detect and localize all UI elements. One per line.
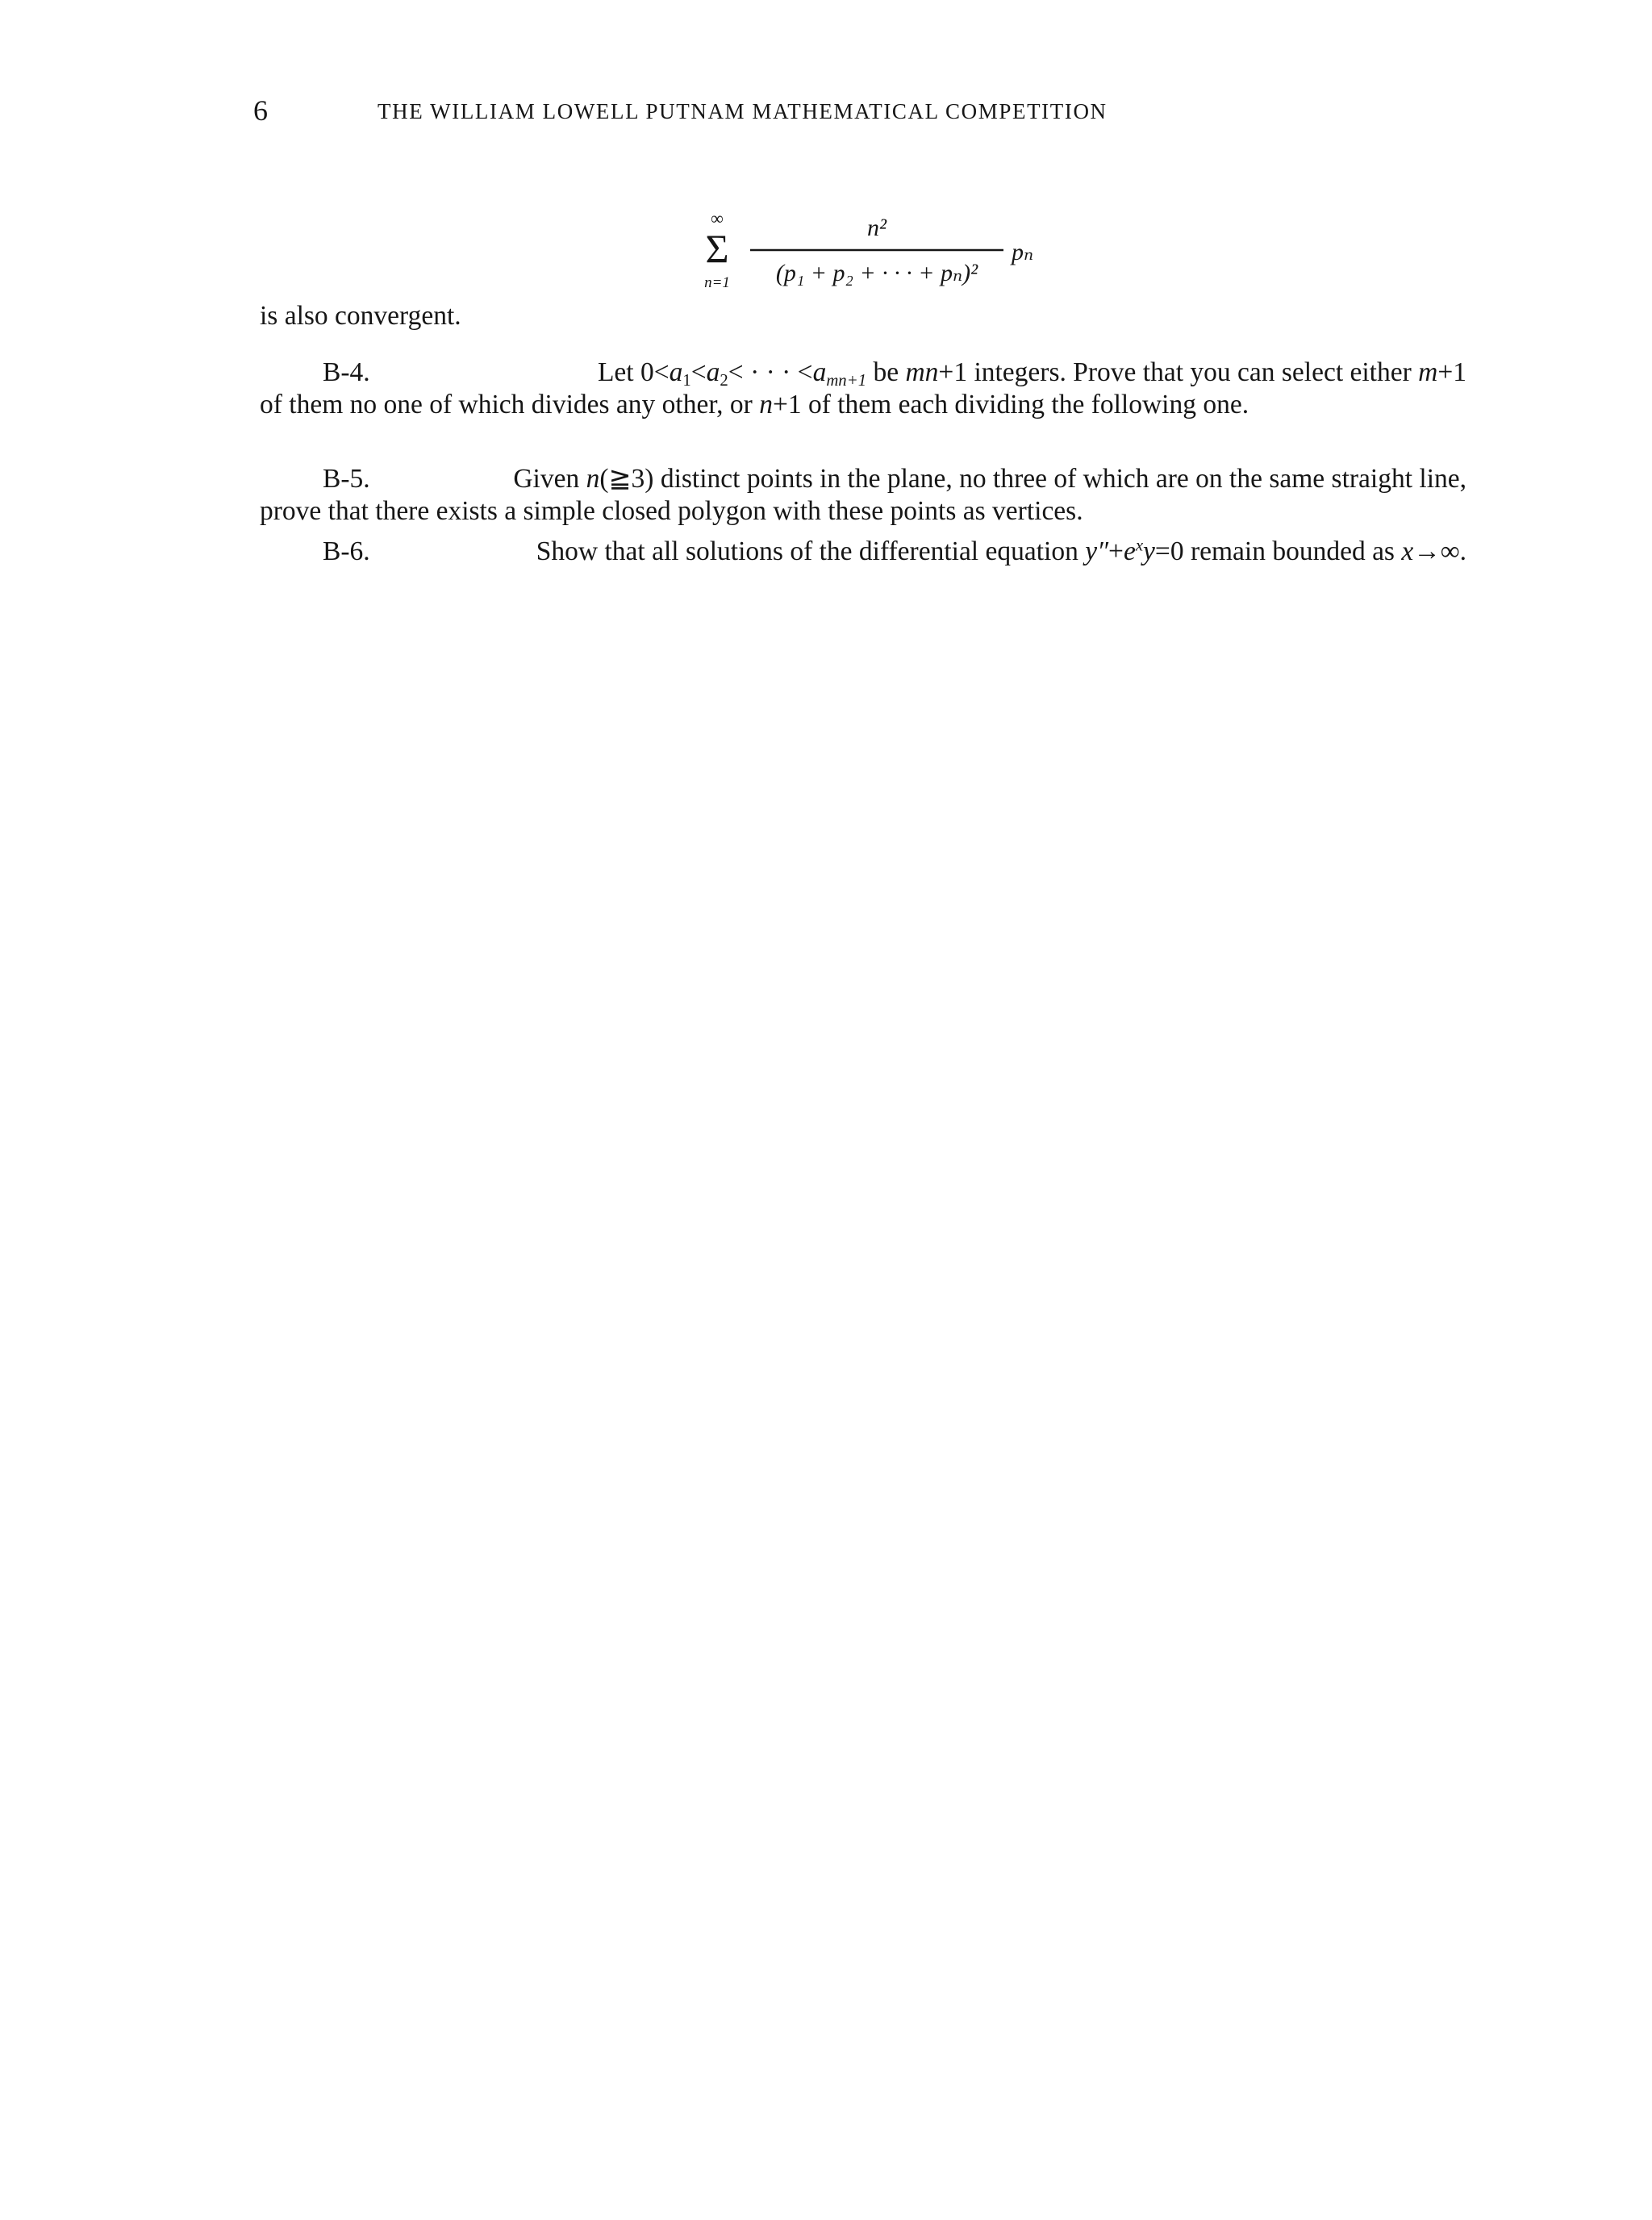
problem-b4-line-2: of them no one of which divides any other, or n+1 of them each dividing the following one. (260, 390, 1249, 419)
continuation-text (260, 300, 1466, 332)
fraction-denominator: (p₁ + p₂ + · · · + pₙ)² (775, 260, 978, 286)
problem-b4-label: B-4. (323, 357, 370, 387)
problem-b4 (260, 357, 1466, 421)
formula-factor: pₙ (1012, 239, 1034, 265)
problem-b6-text: Show that all solutions of the differential equation $y''+e^xy=0$ remain bounded as x→∞. (536, 536, 1466, 566)
continuation-line: is also convergent. (260, 301, 461, 331)
problem-b4-line-1-text: Let $0<a_1<a_2<$ · · · $<a_{mn+1}$ be mn+1 integers. Prove that you can select either m+1 (597, 357, 1466, 390)
sum-upper-limit: ∞ (711, 208, 724, 228)
sum-lower-limit: n=1 (704, 274, 730, 291)
problem-b4-line-1 (260, 357, 1466, 389)
running-head: THE WILLIAM LOWELL PUTNAM MATHEMATICAL COMPETITION (378, 99, 1108, 123)
problem-b5-line-1 (260, 463, 1466, 495)
page-number: 6 (253, 94, 268, 127)
summation-symbol: Σ (705, 226, 729, 271)
problem-b5-line-2: prove that there exists a simple closed polygon with these points as vertices. (260, 496, 1083, 526)
problem-b6 (260, 536, 1466, 568)
problem-b6-label: B-6. (323, 536, 370, 566)
problem-b5 (260, 463, 1466, 528)
series-formula-graphic (686, 208, 1073, 297)
problem-b6-line-1 (260, 536, 1466, 568)
problem-b5-line-1-text: Given n(≧3) distinct points in the plane, no three of which are on the same straight line, (513, 464, 1466, 494)
series-formula (686, 208, 1073, 297)
fraction-numerator: n² (867, 215, 886, 241)
problem-b5-label: B-5. (323, 464, 370, 494)
